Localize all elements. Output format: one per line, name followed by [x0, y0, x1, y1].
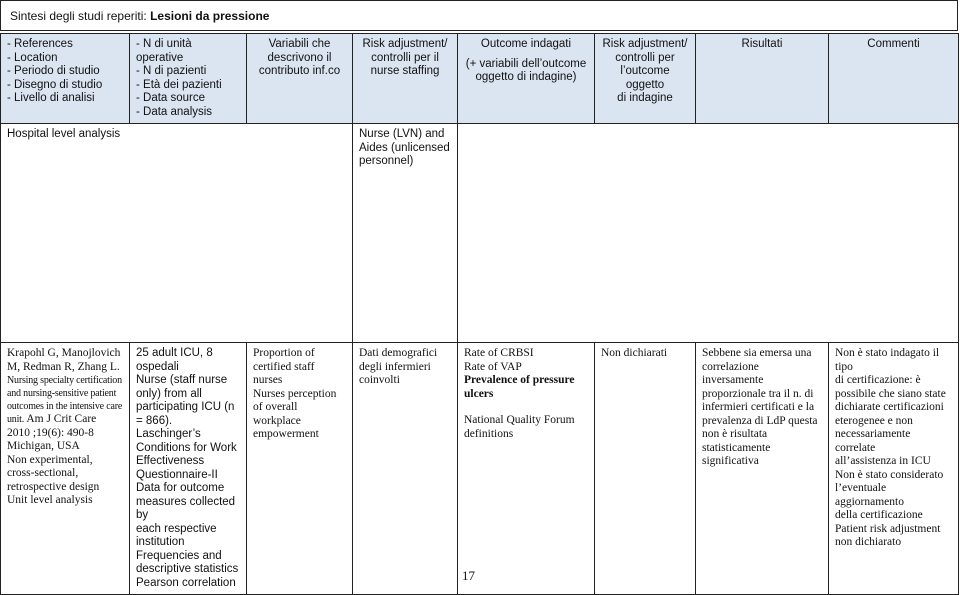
header-outcome: Outcome indagati (+ variabili dell’outcome oggetto di indagine) — [458, 34, 595, 124]
study-row — [1, 343, 959, 595]
page-number: 17 — [462, 568, 475, 583]
study-sample-cell: 25 adult ICU, 8 ospedali Nurse (staff nurse only) from all participating ICU (n = 866). Laschinger’s Conditions for Work Effectiveness Questionnaire-II Data for outcome measures collected by each respective institution Frequencies and descriptive statistics Pearson correlation — [130, 343, 247, 595]
header-comments: Commenti — [829, 34, 959, 124]
study-risk-outcome-cell: Non dichiarati — [595, 343, 696, 595]
empty-cell — [458, 124, 959, 343]
study-results-cell: Sebbene sia emersa una correlazione inversamente proporzionale tra il n. di infermieri certificati e la prevalenza di LdP questa non è risultata statisticamente significativa — [696, 343, 829, 595]
study-risk-staffing-cell: Dati demografici degli infermieri coinvolti — [353, 343, 458, 595]
study-outcome-cell: Rate of CRBSI Rate of VAP Prevalence of pressure ulcers National Quality Forum definitions — [458, 343, 595, 595]
study-reference-cell: Krapohl G, Manojlovich M, Redman R, Zhang L. Nursing specialty certification and nursing-sensitive patient outcomes in the intensive care unit. Am J Crit Care 2010 ;19(6): 490-8 Michigan, USA Non experimental, cross-sectional, retrospective design Unit level analysis — [1, 343, 130, 595]
analysis-level-row — [1, 124, 959, 343]
header-units: - N di unità operative - N di pazienti - Età dei pazienti - Data source - Data analysis — [130, 34, 247, 124]
nurse-staffing-note: Nurse (LVN) and Aides (unlicensed personnel) — [353, 124, 458, 343]
study-comments-cell: Non è stato indagato il tipo di certificazione: è possibile che siano state dichiarate certificazioni eterogenee e non necessariamente correlate all’assistenza in ICU Non è stato considerato l’eventuale aggiornamento della certificazione Patient risk adjustment non dichiarato — [829, 343, 959, 595]
header-risk-outcome: Risk adjustment/ controlli per l’outcome oggetto di indagine — [595, 34, 696, 124]
studies-table — [0, 33, 959, 595]
header-variables: Variabili che descrivono il contributo inf.co — [247, 34, 353, 124]
header-references: - References - Location - Periodo di studio - Disegno di studio - Livello di analisi — [1, 34, 130, 124]
analysis-level-label: Hospital level analysis — [1, 124, 353, 343]
header-risk-staffing: Risk adjustment/ controlli per il nurse staffing — [353, 34, 458, 124]
title-prefix: Sintesi degli studi reperiti: — [10, 9, 147, 23]
title-topic: Lesioni da pressione — [150, 9, 270, 23]
study-variables-cell: Proportion of certified staff nurses Nurses perception of overall workplace empowerment — [247, 343, 353, 595]
header-results: Risultati — [696, 34, 829, 124]
document-title — [10, 9, 269, 23]
title-bar — [0, 0, 958, 31]
header-row — [1, 34, 959, 124]
